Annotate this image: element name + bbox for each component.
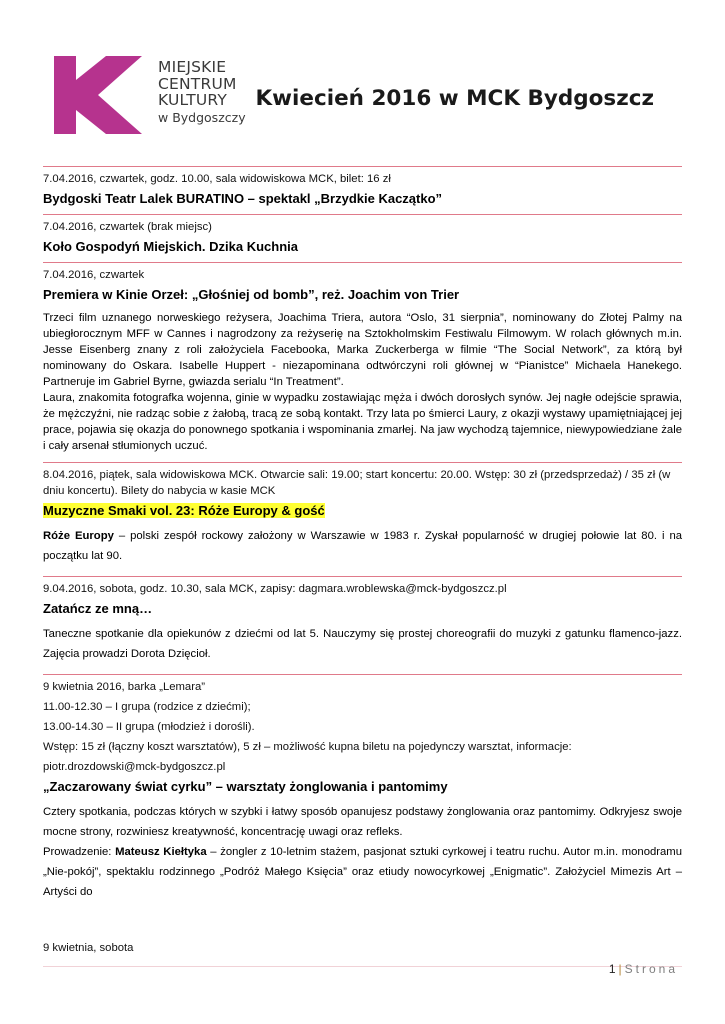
mck-logo xyxy=(50,55,260,145)
band-name: Róże Europy xyxy=(43,530,114,542)
event-meta: 7.04.2016, czwartek (brak miejsc) xyxy=(43,221,212,233)
event-meta-line: piotr.drozdowski@mck-bydgoszcz.pl xyxy=(43,761,226,773)
events-list xyxy=(43,166,682,967)
logo-line-1: MIEJSKIE xyxy=(158,58,227,76)
event-meta-line: 11.00-12.30 – I grupa (rodzice z dziećmi); xyxy=(43,701,251,713)
event-meta-line: 13.00-14.30 – II grupa (młodzież i dorośli). xyxy=(43,721,255,733)
leader-name: Mateusz Kiełtyka xyxy=(115,846,207,858)
page-footer xyxy=(609,962,678,976)
event-title: Premiera w Kinie Orzeł: „Głośniej od bomb”, reż. Joachim von Trier xyxy=(43,287,460,302)
event-title: Bydgoski Teatr Lalek BURATINO – spektakl „Brzydkie Kaczątko” xyxy=(43,191,443,206)
leader-prefix: Prowadzenie: xyxy=(43,846,116,858)
event-title: „Zaczarowany świat cyrku” – warsztaty żonglowania i pantomimy xyxy=(43,779,448,794)
event-meta: 9.04.2016, sobota, godz. 10.30, sala MCK, zapisy: dagmara.wroblewska@mck-bydgoszcz.pl xyxy=(43,583,507,595)
divider xyxy=(43,462,682,463)
event-description xyxy=(43,842,682,902)
event-title: Zatańcz ze mną… xyxy=(43,601,153,616)
event-meta-line: 9 kwietnia 2016, barka „Lemara” xyxy=(43,681,206,693)
divider xyxy=(43,214,682,215)
footer-separator: | xyxy=(618,962,622,976)
event-meta: 9 kwietnia, sobota xyxy=(43,942,134,954)
event-description: Laura, znakomita fotografka wojenna, ginie w wypadku zostawiając męża i dwóch dorosłych synów. Jej nagłe odejście sprawia, że mężczyźni, nie radząc sobie z żałobą, tracą ze sobą kontakt. Trzy lata po śmierci Laury, z okazji wystawy upamiętniającej jej prace, pojawia się okazja do ponownego spotkania i wspominania zmarłej. Na jaw wychodzą tajemnice, niewypowiedziane żale i cały arsenał stłumionych uczuć. xyxy=(43,392,682,452)
event-description xyxy=(43,526,682,566)
event-meta: 7.04.2016, czwartek xyxy=(43,269,145,281)
event-meta-line: Wstęp: 15 zł (łączny koszt warsztatów), 5 zł – możliwość kupna biletu na pojedynczy warsztat, informacje: xyxy=(43,741,572,753)
logo-line-2: CENTRUM xyxy=(158,74,237,93)
event-title: Koło Gospodyń Miejskich. Dzika Kuchnia xyxy=(43,239,298,254)
event-description: Taneczne spotkanie dla opiekunów z dziećmi od lat 5. Nauczymy się prostej choreografii do muzyki z gatunku flamenco-jazz. Zajęcia prowadzi Dorota Dzięcioł. xyxy=(43,628,682,660)
event-meta: 7.04.2016, czwartek, godz. 10.00, sala widowiskowa MCK, bilet: 16 zł xyxy=(43,173,391,185)
event-meta-block xyxy=(43,679,682,775)
leader-description: – żongler z 10-letnim stażem, pasjonat sztuki cyrkowej i teatru ruchu. Autor m.in. monodramu „Nie-pokój”, spektaklu rodzinnego „Podróż Małego Księcia” oraz etiudy nowocyrkowej „Enigmatic”. Założyciel Mimezis Art – Artyści do xyxy=(43,846,682,898)
divider xyxy=(43,166,682,167)
logo-line-3: KULTURY xyxy=(158,91,228,109)
page-number: 1 xyxy=(608,962,616,976)
event-title: Muzyczne Smaki vol. 23: Róże Europy & gość xyxy=(43,503,325,518)
divider xyxy=(43,966,682,967)
logo-line-4: w Bydgoszczy xyxy=(158,109,246,125)
logo-wordmark xyxy=(158,59,246,125)
divider xyxy=(43,576,682,577)
event-description: Cztery spotkania, podczas których w szybki i łatwy sposób opanujesz podstawy żonglowania oraz pantomimy. Odkryjesz swoje mocne strony, rozwiniesz kreatywność, koncentrację uwagi oraz refleks. xyxy=(43,806,682,838)
event-description: Trzeci film uznanego norweskiego reżysera, Joachima Triera, autora “Oslo, 31 sierpnia”, nominowany do Złotej Palmy na ubiegłorocznym MFF w Cannes i nagrodzony za reżyserię na Sztokholmskim Festiwalu Filmowym. W rolach głównych m.in. Jesse Eisenberg znany z roli założyciela Facebooka, Marka Zuckerberga w filmie “The Social Network”, za którą był nominowany do Oskara. Isabelle Huppert - niezapominana odtwórczyni roli głównej w “Pianistce” Michaela Hanekego. Partneruje im Gabriel Byrne, gwiazda serialu “In Treatment”. xyxy=(43,312,682,388)
document-title: Kwiecień 2016 w MCK Bydgoszcz xyxy=(255,86,654,111)
divider xyxy=(43,262,682,263)
mck-logo-mark-icon xyxy=(50,55,150,145)
band-description: – polski zespół rockowy założony w Warszawie w 1983 r. Zyskał popularność w drugiej połowie lat 80. i na początku lat 90. xyxy=(43,530,683,562)
event-meta: 8.04.2016, piątek, sala widowiskowa MCK. Otwarcie sali: 19.00; start koncertu: 20.00. Wstęp: 30 zł (przedsprzedaż) / 35 zł (w dniu koncertu). Bilety do nabycia w kasie MCK xyxy=(43,469,671,497)
page-label: Strona xyxy=(624,962,678,976)
event-title-wrapper xyxy=(43,502,682,520)
divider xyxy=(43,674,682,675)
